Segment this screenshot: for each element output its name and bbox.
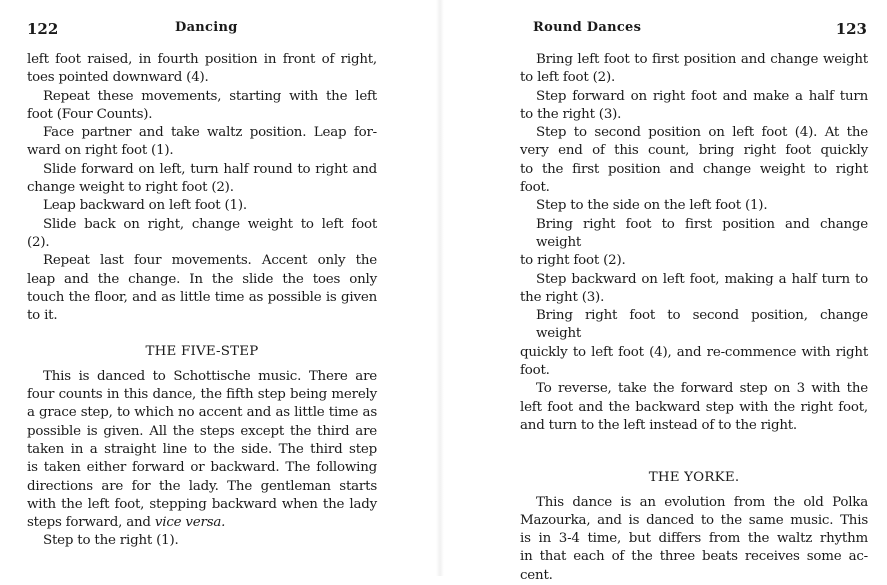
text-line: foot. — [520, 180, 550, 196]
text-line: possible is given. All the steps except the third are — [27, 423, 377, 439]
text-line: cent. — [520, 567, 553, 583]
text-line: Bring right foot to second position, change weight — [536, 308, 868, 342]
text-line: taken in a straight line to the side. The third step — [27, 441, 377, 457]
text-line: toes pointed downward (4). — [27, 70, 209, 86]
text-line: This dance is an evolution from the old Polka — [536, 494, 868, 510]
text-line: Slide back on right, change weight to left foot — [43, 216, 377, 232]
text-line: Mazourka, and is danced to the same music. This — [520, 512, 868, 528]
text-line: with the left foot, stepping backward when the lady — [27, 496, 377, 512]
text-line — [27, 514, 377, 532]
text-fragment: steps forward, and — [27, 515, 155, 531]
section-heading-yorke: THE YORKE. — [648, 470, 740, 486]
text-line: is taken either forward or backward. The following — [27, 460, 377, 476]
text-line: Face partner and take waltz position. Leap for- — [43, 125, 377, 141]
text-line: is in 3-4 time, but differs from the waltz rhythm — [520, 531, 868, 547]
text-line: four counts in this dance, the fifth step being merely — [27, 387, 377, 403]
text-line: Repeat these movements, starting with the left — [43, 88, 377, 104]
text-line: This is danced to Schottische music. There are — [43, 368, 377, 384]
text-line: to left foot (2). — [520, 70, 616, 86]
italic-phrase: vice versa. — [154, 515, 226, 531]
text-line: left foot and the backward step with the right foot, — [520, 399, 868, 415]
text-line: Leap backward on left foot (1). — [43, 198, 247, 214]
left-page-text — [27, 51, 377, 551]
text-line: to it. — [27, 308, 58, 324]
right-page-header — [533, 20, 867, 42]
left-page-header — [27, 20, 382, 42]
text-line: Step forward on right foot and make a half turn — [536, 88, 868, 104]
text-line: Repeat last four movements. Accent only the — [43, 253, 377, 269]
text-line: to right foot (2). — [520, 253, 626, 269]
text-line: to the first position and change weight to right — [520, 161, 868, 177]
left-running-head: Dancing — [175, 20, 238, 35]
text-line: Bring left foot to first position and change weight — [536, 52, 868, 67]
text-line: directions are for the lady. The gentleman starts — [27, 478, 377, 494]
left-page — [0, 0, 440, 576]
right-page-number: 123 — [835, 20, 867, 38]
section-heading-five-step: THE FIVE-STEP — [145, 344, 259, 360]
text-line: in that each of the three beats receives some ac- — [520, 549, 868, 565]
text-line: To reverse, take the forward step on 3 with the — [536, 381, 868, 397]
text-line: Step to the right (1). — [43, 533, 179, 549]
text-line: foot. — [520, 363, 550, 379]
text-line: Step to second position on left foot (4). At the — [536, 125, 868, 141]
right-page — [440, 0, 887, 583]
text-line: touch the floor, and as little time as possible is given — [27, 289, 377, 305]
text-line: the right (3). — [520, 289, 605, 305]
text-line: (2). — [27, 234, 50, 250]
text-line: left foot raised, in fourth position in front of right, — [27, 52, 377, 67]
text-line: ward on right foot (1). — [27, 143, 174, 159]
text-line: Bring right foot to first position and change weight — [536, 216, 868, 250]
text-line: very end of this count, bring right foot quickly — [520, 143, 868, 159]
right-running-head: Round Dances — [533, 20, 642, 35]
text-line: and turn to the left instead of to the right. — [520, 417, 797, 433]
text-line: change weight to right foot (2). — [27, 180, 234, 196]
text-line: a grace step, to which no accent and as little time as — [27, 405, 377, 421]
text-line: to the right (3). — [520, 106, 622, 122]
left-page-number: 122 — [27, 20, 59, 38]
text-line: quickly to left foot (4), and re-commence with right — [520, 344, 868, 360]
right-page-text — [520, 51, 868, 585]
text-line: Step backward on left foot, making a half turn to — [536, 271, 868, 287]
text-line: leap and the change. In the slide the toes only — [27, 271, 377, 287]
text-line: foot (Four Counts). — [27, 106, 153, 122]
text-line: Step to the side on the left foot (1). — [536, 198, 768, 214]
text-line: Slide forward on left, turn half round to right and — [43, 161, 377, 177]
